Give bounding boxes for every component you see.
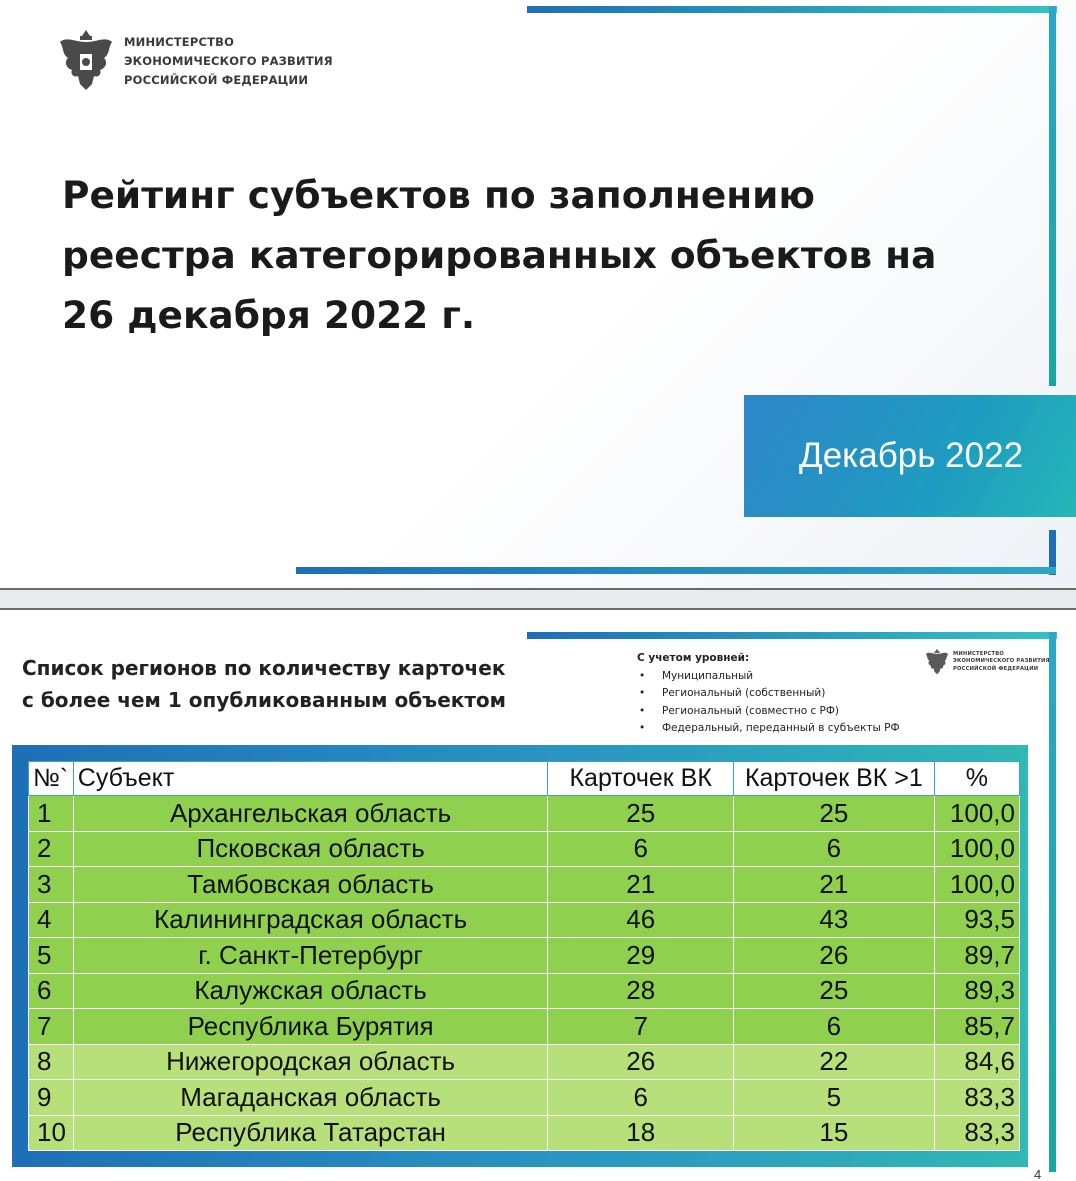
cell-number: 6 (29, 973, 74, 1009)
table-header-row (29, 762, 1020, 796)
cell-subject: Нижегородская область (73, 1044, 548, 1080)
cell-percent: 93,5 (934, 902, 1019, 938)
cell-cards: 18 (548, 1115, 734, 1151)
table-row (29, 973, 1020, 1009)
table-container (28, 761, 1020, 1151)
cell-cards: 29 (548, 938, 734, 974)
cell-subject: Тамбовская область (73, 867, 548, 903)
cell-subject: г. Санкт-Петербург (73, 938, 548, 974)
levels-note (637, 650, 900, 738)
title-slide (0, 0, 1076, 590)
table-body (29, 796, 1020, 1151)
cell-number: 4 (29, 902, 74, 938)
cell-cards: 21 (548, 867, 734, 903)
cell-percent: 89,3 (934, 973, 1019, 1009)
level-item: • Федеральный, переданный в субъекты РФ (637, 720, 900, 738)
level-item: • Муниципальный (637, 668, 900, 686)
cell-subject: Магаданская область (73, 1080, 548, 1116)
ministry-name (953, 651, 1050, 674)
header-cards: Карточек ВК (548, 762, 734, 796)
decorative-right-bar (1049, 632, 1056, 1172)
cell-cards: 6 (548, 1080, 734, 1116)
ranking-slide (0, 608, 1076, 1181)
ministry-name-line3: РОССИЙСКОЙ ФЕДЕРАЦИИ (124, 72, 309, 87)
slide-heading-line1: Список регионов по количеству карточек (22, 656, 506, 680)
cell-percent: 100,0 (934, 796, 1019, 832)
cell-percent: 83,3 (934, 1080, 1019, 1116)
table-row (29, 902, 1020, 938)
cell-cards-gt1: 43 (733, 902, 934, 938)
level-item: • Региональный (собственный) (637, 685, 900, 703)
cell-cards: 25 (548, 796, 734, 832)
date-banner (744, 395, 1076, 517)
ministry-logo-small (925, 648, 1050, 676)
date-banner-text: Декабрь 2022 (799, 436, 1024, 475)
header-number: №` (29, 762, 74, 796)
level-item: • Региональный (совместно с РФ) (637, 703, 900, 721)
cell-cards-gt1: 25 (733, 973, 934, 1009)
slide-title-line3: 26 декабря 2022 г. (62, 293, 476, 337)
ministry-name-line1: МИНИСТЕРСТВО (124, 34, 235, 49)
cell-cards: 6 (548, 831, 734, 867)
table-frame (12, 745, 1028, 1167)
decorative-bottom-bar (296, 567, 1056, 574)
table-row (29, 938, 1020, 974)
cell-subject: Калининградская область (73, 902, 548, 938)
cell-subject: Республика Татарстан (73, 1115, 548, 1151)
cell-cards: 7 (548, 1009, 734, 1045)
header-subject: Субъект (73, 762, 548, 796)
slide-title (62, 165, 962, 345)
cell-cards-gt1: 5 (733, 1080, 934, 1116)
slide-title-line1: Рейтинг субъектов по заполнению (62, 173, 815, 217)
cell-subject: Калужская область (73, 973, 548, 1009)
cell-subject: Псковская область (73, 831, 548, 867)
cell-cards-gt1: 6 (733, 1009, 934, 1045)
cell-number: 9 (29, 1080, 74, 1116)
cell-percent: 83,3 (934, 1115, 1019, 1151)
table-row (29, 796, 1020, 832)
table-row (29, 1080, 1020, 1116)
table-row (29, 1115, 1020, 1151)
cell-subject: Республика Бурятия (73, 1009, 548, 1045)
cell-percent: 100,0 (934, 867, 1019, 903)
cell-percent: 84,6 (934, 1044, 1019, 1080)
cell-cards-gt1: 26 (733, 938, 934, 974)
decorative-top-bar (527, 6, 1057, 13)
decorative-right-bar (1049, 6, 1056, 386)
header-cards-gt1: Карточек ВК >1 (733, 762, 934, 796)
levels-list (637, 668, 900, 738)
ministry-name-line3: РОССИЙСКОЙ ФЕДЕРАЦИИ (953, 665, 1039, 672)
cell-percent: 100,0 (934, 831, 1019, 867)
cell-number: 2 (29, 831, 74, 867)
cell-cards-gt1: 6 (733, 831, 934, 867)
cell-cards-gt1: 25 (733, 796, 934, 832)
page-number: 4 (1034, 1167, 1042, 1181)
cell-cards: 28 (548, 973, 734, 1009)
cell-cards: 26 (548, 1044, 734, 1080)
slide-heading (22, 652, 506, 716)
cell-percent: 89,7 (934, 938, 1019, 974)
decorative-top-bar (527, 632, 1057, 639)
cell-number: 3 (29, 867, 74, 903)
header-percent: % (934, 762, 1019, 796)
double-headed-eagle-icon (58, 28, 114, 94)
slide-title-line2: реестра категорированных объектов на (62, 233, 937, 277)
cell-percent: 85,7 (934, 1009, 1019, 1045)
cell-cards-gt1: 15 (733, 1115, 934, 1151)
ministry-name-line2: ЭКОНОМИЧЕСКОГО РАЗВИТИЯ (124, 53, 333, 68)
table-row (29, 1009, 1020, 1045)
cell-number: 1 (29, 796, 74, 832)
ministry-logo (58, 28, 333, 94)
table-row (29, 1044, 1020, 1080)
ministry-name-line1: МИНИСТЕРСТВО (953, 650, 1004, 657)
cell-number: 5 (29, 938, 74, 974)
cell-cards: 46 (548, 902, 734, 938)
cell-cards-gt1: 22 (733, 1044, 934, 1080)
cell-cards-gt1: 21 (733, 867, 934, 903)
ministry-name (124, 33, 333, 90)
double-headed-eagle-icon (925, 648, 949, 676)
cell-number: 10 (29, 1115, 74, 1151)
levels-header: С учетом уровней: (637, 652, 750, 664)
table-row (29, 831, 1020, 867)
table-row (29, 867, 1020, 903)
ranking-table (28, 761, 1020, 1151)
cell-number: 7 (29, 1009, 74, 1045)
cell-number: 8 (29, 1044, 74, 1080)
cell-subject: Архангельская область (73, 796, 548, 832)
slide-heading-line2: с более чем 1 опубликованным объектом (22, 688, 507, 712)
ministry-name-line2: ЭКОНОМИЧЕСКОГО РАЗВИТИЯ (953, 658, 1050, 665)
